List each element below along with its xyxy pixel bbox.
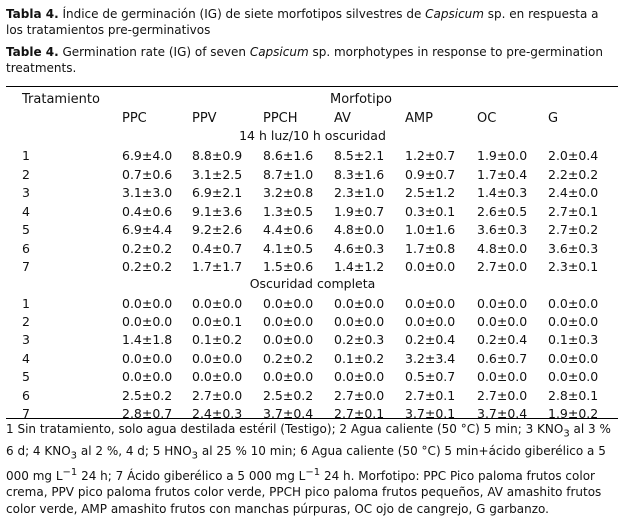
value-cell: 2.7±0.2: [548, 222, 599, 237]
value-cell: 0.1±0.2: [192, 332, 243, 347]
value-cell: 0.0±0.0: [122, 369, 173, 384]
value-cell: 0.2±0.2: [122, 241, 173, 256]
value-cell: 2.5±1.2: [405, 185, 456, 200]
section-title: Oscuridad completa: [249, 276, 376, 291]
value-cell: 0.0±0.0: [477, 296, 528, 311]
value-cell: 1.9±0.0: [477, 148, 528, 163]
value-cell: 0.2±0.4: [477, 332, 528, 347]
column-header-ppch: PPCH: [263, 111, 298, 126]
value-cell: 3.6±0.3: [548, 241, 599, 256]
treatment-cell: 2: [22, 167, 30, 182]
value-cell: 0.0±0.0: [192, 351, 243, 366]
value-cell: 4.8±0.0: [477, 241, 528, 256]
treatment-cell: 1: [22, 296, 30, 311]
treatment-cell: 1: [22, 148, 30, 163]
value-cell: 0.1±0.2: [334, 351, 385, 366]
value-cell: 1.4±1.2: [334, 259, 385, 274]
value-cell: 0.0±0.0: [122, 296, 173, 311]
column-header-ppc: PPC: [122, 111, 147, 126]
value-cell: 0.0±0.0: [405, 314, 456, 329]
value-cell: 0.0±0.0: [122, 314, 173, 329]
footnote-superscript: −1: [305, 466, 321, 478]
value-cell: 8.5±2.1: [334, 148, 385, 163]
value-cell: 1.9±0.2: [548, 406, 599, 421]
treatment-cell: 7: [22, 259, 30, 274]
value-cell: 1.4±0.3: [477, 185, 528, 200]
value-cell: 3.1±2.5: [192, 167, 243, 182]
table-row: [0, 147, 625, 164]
value-cell: 3.2±3.4: [405, 351, 456, 366]
value-cell: 0.0±0.0: [263, 332, 314, 347]
caption-text: Índice de germinación (IG) de siete morfotipos silvestres de: [58, 7, 426, 21]
footnote-superscript: −1: [62, 466, 78, 478]
section-title: 14 h luz/10 h oscuridad: [239, 128, 386, 143]
value-cell: 8.8±0.9: [192, 148, 243, 163]
table-row: [0, 295, 625, 312]
value-cell: 2.7±0.0: [477, 388, 528, 403]
top-rule: [6, 86, 618, 87]
footnote-text: 24 h; 7 Ácido giberélico a 5 000 mg L: [77, 468, 306, 483]
value-cell: 1.5±0.6: [263, 259, 314, 274]
treatment-cell: 5: [22, 369, 30, 384]
column-header-amp: AMP: [405, 111, 433, 126]
footnote-text: al 25 % 10 min; 6 Agua caliente (50 °C) 5 min+ácido giberélico a 5 000 mg L: [6, 443, 606, 483]
value-cell: 1.3±0.5: [263, 204, 314, 219]
treatment-cell: 2: [22, 314, 30, 329]
table-row: [0, 387, 625, 404]
value-cell: 0.0±0.0: [405, 296, 456, 311]
value-cell: 2.5±0.2: [122, 388, 173, 403]
value-cell: 2.2±0.2: [548, 167, 599, 182]
value-cell: 0.6±0.7: [477, 351, 528, 366]
caption-english: [6, 44, 618, 76]
caption-text: sp. morphotypes in response to pre-germination treatments.: [6, 45, 603, 75]
value-cell: 2.6±0.5: [477, 204, 528, 219]
value-cell: 0.9±0.7: [405, 167, 456, 182]
value-cell: 0.1±0.3: [548, 332, 599, 347]
footnote-subscript: 3: [191, 450, 199, 462]
treatment-cell: 7: [22, 406, 30, 421]
value-cell: 3.7±0.4: [477, 406, 528, 421]
value-cell: 0.2±0.3: [334, 332, 385, 347]
value-cell: 0.2±0.2: [122, 259, 173, 274]
value-cell: 0.0±0.0: [548, 369, 599, 384]
value-cell: 3.7±0.4: [263, 406, 314, 421]
value-cell: 2.7±0.1: [548, 204, 599, 219]
footnote-subscript: 3: [70, 450, 78, 462]
value-cell: 4.1±0.5: [263, 241, 314, 256]
value-cell: 0.0±0.0: [334, 296, 385, 311]
value-cell: 2.7±0.0: [477, 259, 528, 274]
value-cell: 2.8±0.1: [548, 388, 599, 403]
value-cell: 3.6±0.3: [477, 222, 528, 237]
treatment-cell: 3: [22, 332, 30, 347]
morphotype-header: Morfotipo: [330, 92, 392, 107]
value-cell: 0.0±0.0: [548, 296, 599, 311]
value-cell: 0.0±0.0: [548, 314, 599, 329]
value-cell: 2.7±0.1: [334, 406, 385, 421]
table-row: [0, 258, 625, 275]
value-cell: 3.2±0.8: [263, 185, 314, 200]
value-cell: 0.0±0.0: [192, 369, 243, 384]
caption-label: Table 4.: [6, 45, 59, 59]
value-cell: 1.0±1.6: [405, 222, 456, 237]
table-row: [0, 203, 625, 220]
value-cell: 1.7±1.7: [192, 259, 243, 274]
caption-species: Capsicum: [249, 45, 309, 59]
value-cell: 6.9±4.4: [122, 222, 173, 237]
value-cell: 6.9±2.1: [192, 185, 243, 200]
value-cell: 8.6±1.6: [263, 148, 314, 163]
table-row: [0, 166, 625, 183]
value-cell: 0.0±0.0: [548, 351, 599, 366]
value-cell: 1.9±0.7: [334, 204, 385, 219]
treatment-cell: 4: [22, 204, 30, 219]
value-cell: 3.1±3.0: [122, 185, 173, 200]
value-cell: 2.5±0.2: [263, 388, 314, 403]
value-cell: 2.7±0.0: [334, 388, 385, 403]
value-cell: 0.3±0.1: [405, 204, 456, 219]
column-header-ppv: PPV: [192, 111, 217, 126]
bottom-rule: [6, 418, 618, 419]
caption-label: Tabla 4.: [6, 7, 59, 21]
value-cell: 8.3±1.6: [334, 167, 385, 182]
value-cell: 2.8±0.7: [122, 406, 173, 421]
value-cell: 2.4±0.3: [192, 406, 243, 421]
table-row: [0, 221, 625, 238]
value-cell: 6.9±4.0: [122, 148, 173, 163]
caption-text: sp. en respuesta a los tratamientos pre-germinativos: [6, 7, 599, 37]
value-cell: 2.3±0.1: [548, 259, 599, 274]
value-cell: 0.0±0.0: [334, 314, 385, 329]
value-cell: 0.0±0.1: [192, 314, 243, 329]
value-cell: 0.2±0.4: [405, 332, 456, 347]
value-cell: 0.7±0.6: [122, 167, 173, 182]
caption-species: Capsicum: [425, 7, 484, 21]
footnote-text: al 2 %, 4 d; 5 HNO: [77, 443, 192, 458]
value-cell: 0.0±0.0: [263, 369, 314, 384]
value-cell: 4.8±0.0: [334, 222, 385, 237]
value-cell: 4.4±0.6: [263, 222, 314, 237]
table-row: [0, 405, 625, 422]
treatment-cell: 6: [22, 241, 30, 256]
value-cell: 0.0±0.0: [477, 369, 528, 384]
value-cell: 4.6±0.3: [334, 241, 385, 256]
value-cell: 2.7±0.0: [192, 388, 243, 403]
value-cell: 0.2±0.2: [263, 351, 314, 366]
footnote: [6, 421, 618, 517]
value-cell: 2.0±0.4: [548, 148, 599, 163]
value-cell: 0.0±0.0: [334, 369, 385, 384]
table-row: [0, 368, 625, 385]
value-cell: 3.7±0.1: [405, 406, 456, 421]
value-cell: 0.0±0.0: [122, 351, 173, 366]
table-row: [0, 313, 625, 330]
treatment-header: Tratamiento: [22, 92, 100, 107]
caption-text: Germination rate (IG) of seven: [58, 45, 250, 59]
column-header-oc: OC: [477, 111, 497, 126]
footnote-text: al 3 % 6 d; 4 KNO: [6, 422, 611, 458]
table-row: [0, 350, 625, 367]
value-cell: 0.0±0.0: [192, 296, 243, 311]
value-cell: 9.2±2.6: [192, 222, 243, 237]
column-header-g: G: [548, 111, 559, 126]
value-cell: 0.5±0.7: [405, 369, 456, 384]
value-cell: 0.0±0.0: [263, 296, 314, 311]
table-row: [0, 240, 625, 257]
value-cell: 1.7±0.8: [405, 241, 456, 256]
treatment-cell: 4: [22, 351, 30, 366]
value-cell: 2.3±1.0: [334, 185, 385, 200]
table-row: [0, 331, 625, 348]
value-cell: 1.7±0.4: [477, 167, 528, 182]
treatment-cell: 6: [22, 388, 30, 403]
treatment-cell: 5: [22, 222, 30, 237]
footnote-text: 1 Sin tratamiento, solo agua destilada estéril (Testigo); 2 Agua caliente (50 °C) 5 min; 3 KNO: [6, 422, 564, 436]
footnote-subscript: 3: [563, 428, 570, 440]
value-cell: 0.0±0.0: [263, 314, 314, 329]
value-cell: 8.7±1.0: [263, 167, 314, 182]
treatment-cell: 3: [22, 185, 30, 200]
footnote-text: 24 h. Morfotipo: PPC Pico paloma frutos color crema, PPV pico paloma frutos color verde, PPCH pico paloma frutos pequeños, AV amashito frutos color verde, AMP amashito frutos con manchas púrpuras, OC ojo de cangrejo, G garbanzo.: [6, 468, 602, 516]
value-cell: 0.4±0.6: [122, 204, 173, 219]
value-cell: 9.1±3.6: [192, 204, 243, 219]
value-cell: 2.4±0.0: [548, 185, 599, 200]
value-cell: 2.7±0.1: [405, 388, 456, 403]
value-cell: 0.4±0.7: [192, 241, 243, 256]
caption-spanish: [6, 6, 618, 38]
value-cell: 0.0±0.0: [477, 314, 528, 329]
value-cell: 1.4±1.8: [122, 332, 173, 347]
table-row: [0, 184, 625, 201]
value-cell: 1.2±0.7: [405, 148, 456, 163]
column-header-av: AV: [334, 111, 351, 126]
value-cell: 0.0±0.0: [405, 259, 456, 274]
